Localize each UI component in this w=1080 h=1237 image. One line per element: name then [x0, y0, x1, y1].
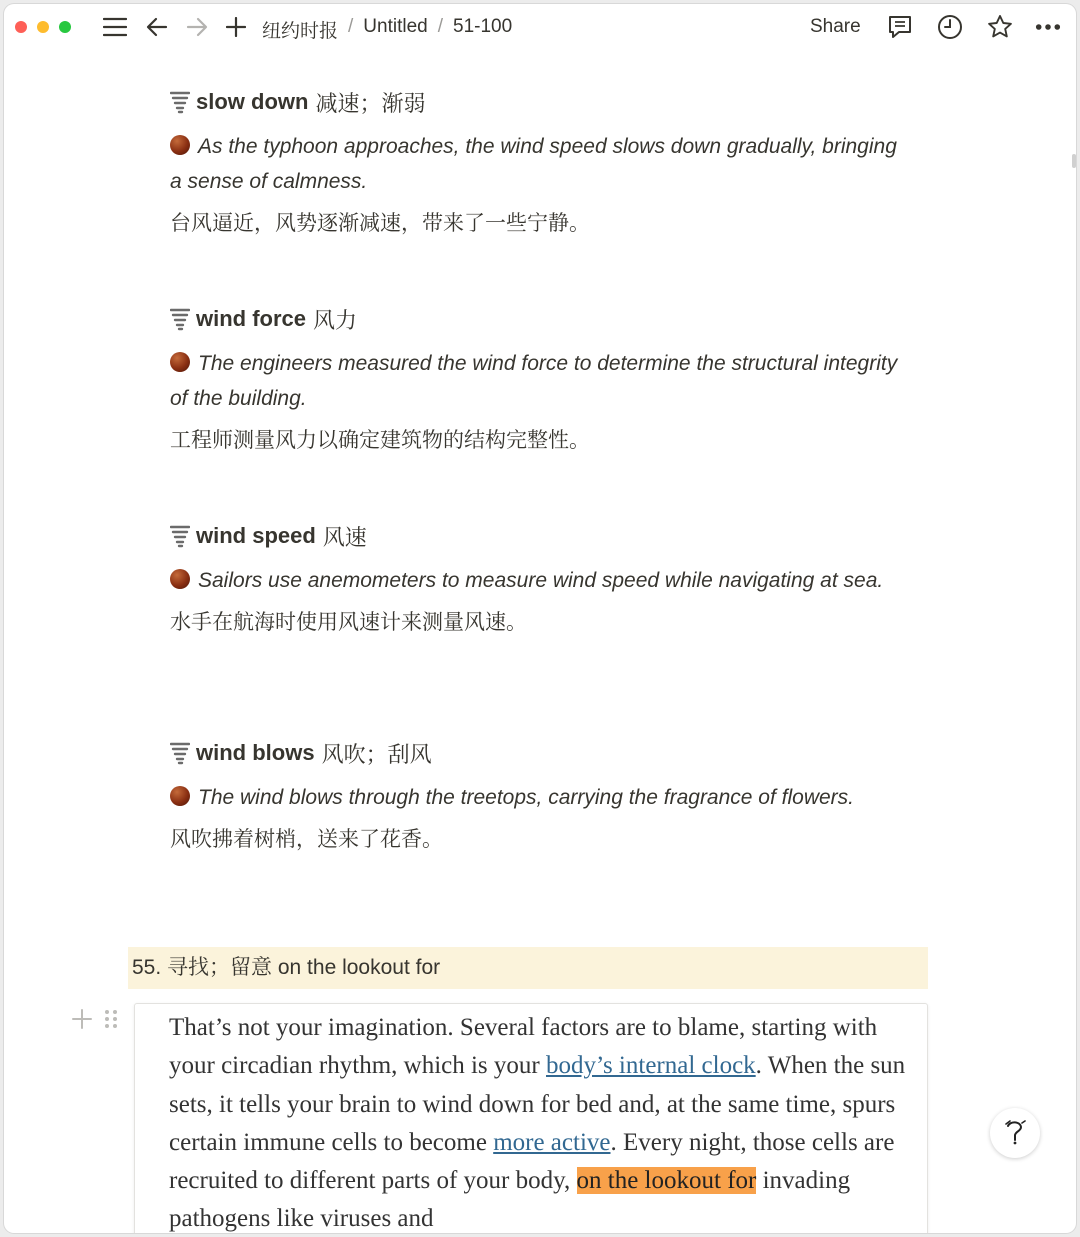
vocab-term: [170, 304, 910, 334]
term-english: wind blows: [196, 740, 315, 765]
example-text: Sailors use anemometers to measure wind speed while navigating at sea.: [198, 569, 884, 592]
term-english: slow down: [196, 89, 309, 114]
scrollbar[interactable]: [1072, 154, 1076, 168]
add-block-icon[interactable]: [71, 1008, 93, 1037]
clock-icon[interactable]: [937, 14, 963, 40]
breadcrumb-item[interactable]: 纽约时报: [262, 21, 339, 42]
tornado-icon: [170, 741, 190, 765]
vocab-term: [170, 521, 910, 551]
article-excerpt: [134, 1003, 928, 1233]
tornado-icon: [170, 90, 190, 114]
example-sentence: [170, 563, 910, 598]
section-heading[interactable]: 55. 寻找；留意 on the lookout for: [128, 947, 928, 989]
example-sentence: [170, 780, 910, 815]
minimize-window-button[interactable]: [37, 21, 49, 33]
more-icon[interactable]: [1035, 14, 1061, 40]
example-text: The engineers measured the wind force to determine the structural integrity of the building.: [170, 352, 898, 410]
zoom-window-button[interactable]: [59, 21, 71, 33]
page-content: [4, 50, 1076, 1233]
back-arrow-icon[interactable]: [144, 14, 170, 40]
breadcrumb-separator: /: [437, 16, 443, 37]
link-body-internal-clock[interactable]: body’s internal clock: [546, 1052, 756, 1080]
top-bar: [4, 4, 1076, 50]
translation: 工程师测量风力以确定建筑物的结构完整性。: [170, 429, 590, 452]
close-window-button[interactable]: [15, 21, 27, 33]
vocab-entry: [170, 521, 910, 638]
translation: 风吹拂着树梢，送来了花香。: [170, 828, 443, 851]
term-chinese: 减速；渐弱: [315, 90, 426, 116]
vocab-entry: [170, 87, 910, 239]
menu-icon[interactable]: [102, 14, 128, 40]
drag-handle-icon[interactable]: [104, 1008, 118, 1037]
term-english: wind speed: [196, 523, 316, 548]
chestnut-icon: [170, 786, 190, 806]
example-text: The wind blows through the treetops, carrying the fragrance of flowers.: [198, 786, 855, 809]
star-icon[interactable]: [987, 14, 1013, 40]
vocab-entry: [170, 304, 910, 456]
term-english: wind force: [196, 306, 307, 331]
tornado-icon: [170, 524, 190, 548]
link-more-active[interactable]: more active: [493, 1128, 611, 1156]
chestnut-icon: [170, 569, 190, 589]
translation: 水手在航海时使用风速计来测量风速。: [170, 611, 527, 634]
breadcrumb-separator: /: [348, 16, 354, 37]
app-window: [4, 4, 1076, 1233]
term-chinese: 风速: [322, 524, 367, 550]
help-icon: [1000, 1116, 1030, 1151]
breadcrumb-item[interactable]: Untitled: [363, 16, 428, 37]
chestnut-icon: [170, 352, 190, 372]
plus-icon[interactable]: [223, 14, 249, 40]
chestnut-icon: [170, 135, 190, 155]
excerpt-segment: That’s not your imagination. Several factors are to blame, starting with your circadian rhythm, which is your: [169, 1014, 878, 1080]
excerpt-segment: . Every night, those cells are recruited to different parts of your body,: [169, 1128, 895, 1195]
excerpt-segment: invading pathogens like viruses and: [169, 1167, 851, 1233]
help-button[interactable]: [990, 1108, 1040, 1158]
vocab-entry: [170, 738, 910, 855]
share-button[interactable]: Share: [810, 16, 861, 37]
highlighted-phrase: on the lookout for: [576, 1167, 757, 1195]
translation: 台风逼近，风势逐渐减速，带来了一些宁静。: [170, 212, 590, 235]
excerpt-segment: . When the sun sets, it tells your brain to wind down for bed and, at the same time, spurs certain immune cells to become: [169, 1052, 906, 1156]
term-chinese: 风吹；刮风: [321, 741, 432, 767]
forward-arrow-icon[interactable]: [184, 14, 210, 40]
example-sentence: [170, 346, 910, 416]
example-text: As the typhoon approaches, the wind speed slows down gradually, bringing a sense of calmness.: [170, 135, 897, 193]
term-chinese: 风力: [313, 307, 358, 333]
comment-icon[interactable]: [887, 14, 913, 40]
vocab-term: [170, 738, 910, 768]
vocab-term: [170, 87, 910, 117]
excerpt-text: [169, 1009, 919, 1233]
example-sentence: [170, 129, 910, 199]
breadcrumb-item[interactable]: 51-100: [453, 16, 513, 37]
tornado-icon: [170, 307, 190, 331]
breadcrumb: [262, 16, 512, 43]
